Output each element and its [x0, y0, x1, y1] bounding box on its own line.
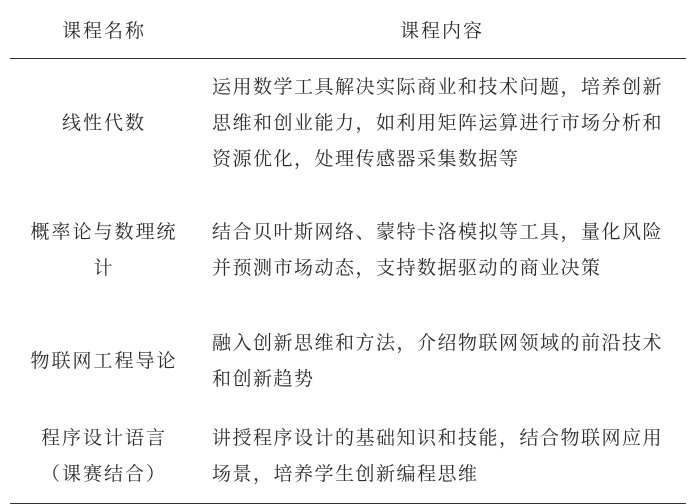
header-course-content: 课程内容 — [198, 0, 686, 59]
header-course-name: 课程名称 — [10, 0, 198, 59]
course-content: 运用数学工具解决实际商业和技术问题，培养创新思维和创业能力，如利用矩阵运算进行市场分析和资源优化，处理传感器采集数据等 — [212, 76, 664, 170]
course-content: 讲授程序设计的基础知识和技能，结合物联网应用场景，培养学生创新编程思维 — [212, 427, 664, 485]
course-name: 线性代数 — [61, 112, 146, 134]
course-content: 结合贝叶斯网络、蒙特卡洛模拟等工具，量化风险并预测市场动态，支持数据驱动的商业决策 — [212, 221, 664, 279]
table-row — [10, 409, 686, 504]
table-row — [10, 59, 686, 188]
course-name: 程序设计语言（课赛结合） — [40, 427, 167, 485]
course-content: 融入创新思维和方法，介绍物联网领域的前沿技术和创新趋势 — [212, 332, 664, 390]
course-name: 概率论与数理统计 — [30, 221, 178, 279]
course-name: 物联网工程导论 — [30, 350, 178, 372]
table-header-row — [10, 0, 686, 59]
table-row — [10, 187, 686, 313]
table-row — [10, 313, 686, 409]
course-table — [10, 0, 686, 504]
